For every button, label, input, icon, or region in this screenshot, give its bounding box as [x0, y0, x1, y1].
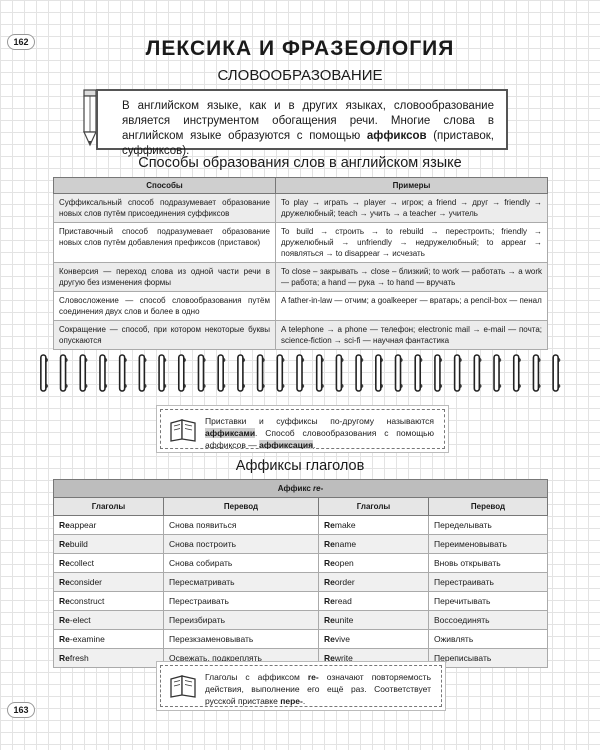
method-cell: Конверсия — переход слова из одной части речи в другую без изменения формы	[54, 263, 276, 292]
verb-cell	[319, 554, 429, 573]
table-row	[54, 516, 548, 535]
example-cell: A telephone → a phone — телефон; electronic mail → e-mail — почта; science-fiction → sci-fi — научная фантастика	[276, 321, 548, 350]
translation-cell: Переделывать	[429, 516, 548, 535]
translation-cell: Перестраивать	[429, 573, 548, 592]
spiral-ring	[179, 355, 186, 391]
spiral-ring	[376, 355, 383, 391]
verb-stem: vive	[334, 634, 350, 644]
spiral-ring	[317, 355, 324, 391]
section-title-verb-affixes: Аффиксы глаголов	[235, 458, 365, 474]
verb-cell	[319, 611, 429, 630]
verb-stem: read	[334, 596, 352, 606]
note1-highlight-affixation: аффиксация	[259, 440, 314, 450]
page-number-bottom: 163	[7, 702, 35, 718]
verb-cell	[54, 573, 164, 592]
note2-bold-pere: пере-	[280, 696, 303, 706]
translation-cell: Перестраивать	[164, 592, 319, 611]
verb-stem: write	[334, 653, 353, 663]
verb-cell	[319, 535, 429, 554]
verb-cell	[54, 554, 164, 573]
verb-cell	[54, 592, 164, 611]
book-icon	[169, 673, 197, 699]
spiral-ring	[336, 355, 343, 391]
verb-cell	[54, 649, 164, 668]
spiral-ring	[41, 355, 48, 391]
translation-cell: Освежать, подкреплять	[164, 649, 319, 668]
affix-label: Аффикс	[277, 484, 314, 493]
verb-prefix: Re	[324, 615, 335, 625]
table-row	[54, 630, 548, 649]
spiral-ring	[494, 355, 501, 391]
verb-prefix: Re	[59, 596, 70, 606]
book-icon	[169, 417, 197, 443]
page-number-top: 162	[7, 34, 35, 50]
translation-cell: Переписывать	[429, 649, 548, 668]
spiral-binding	[34, 352, 566, 394]
page-title: ЛЕКСИКА И ФРАЗЕОЛОГИЯ	[145, 37, 455, 60]
verb-stem: appear	[69, 520, 97, 530]
spiral-ring	[533, 355, 540, 391]
spiral-ring	[120, 355, 127, 391]
col-header-examples: Примеры	[276, 178, 548, 194]
spiral-ring	[238, 355, 245, 391]
example-cell: To close – закрывать → close – близкий; to work — работать → a work — работа; a hand — рука → to hand — вручать	[276, 263, 548, 292]
spiral-ring	[277, 355, 284, 391]
spiral-ring	[297, 355, 304, 391]
translation-cell: Пересматривать	[164, 573, 319, 592]
spiral-ring	[553, 355, 560, 391]
verb-stem: -examine	[69, 634, 105, 644]
note1-text-c: .	[313, 440, 316, 450]
verb-stem: make	[334, 520, 356, 530]
table-row	[54, 292, 548, 321]
note2-text-c: .	[302, 696, 306, 706]
methods-table	[53, 177, 548, 350]
verb-prefix: Re	[59, 634, 70, 644]
verb-cell	[319, 573, 429, 592]
method-cell: Словосложение — способ словообразования путём соединения двух слов и более в одно	[54, 292, 276, 321]
note1-text-b: . Способ словообразования с помощью аффиксов —	[205, 428, 434, 450]
verb-stem: fresh	[69, 653, 89, 663]
spiral-ring	[218, 355, 225, 391]
verb-prefix: Re	[324, 596, 335, 606]
method-cell: Суффиксальный способ подразумевает образование новых слов путём присоединения суффиксов	[54, 194, 276, 223]
spiral-ring	[100, 355, 107, 391]
spiral-ring	[80, 355, 87, 391]
verb-prefix: Re	[59, 520, 70, 530]
table-row	[54, 263, 548, 292]
spiral-ring	[159, 355, 166, 391]
translation-cell: Снова собирать	[164, 554, 319, 573]
spiral-ring	[514, 355, 521, 391]
translation-cell: Оживлять	[429, 630, 548, 649]
example-cell: To play → играть → player → игрок; a friend → друг → friendly → дружелюбный; teach → учить → a teacher → учитель	[276, 194, 548, 223]
verb-prefix: Re	[324, 634, 335, 644]
verb-stem: name	[334, 539, 357, 549]
spiral-ring	[474, 355, 481, 391]
verb-stem: collect	[69, 558, 94, 568]
col-header-translation: Перевод	[429, 498, 548, 516]
col-header-methods: Способы	[54, 178, 276, 194]
translation-cell: Перечитывать	[429, 592, 548, 611]
spiral-ring	[435, 355, 442, 391]
table-row	[54, 223, 548, 263]
col-header-translation: Перевод	[164, 498, 319, 516]
translation-cell: Снова построить	[164, 535, 319, 554]
translation-cell: Перезкзаменовывать	[164, 630, 319, 649]
table-row	[54, 573, 548, 592]
verb-cell	[54, 611, 164, 630]
verb-prefix: Re	[324, 577, 335, 587]
verb-cell	[54, 630, 164, 649]
col-header-verbs: Глаголы	[319, 498, 429, 516]
verb-stem: build	[69, 539, 88, 549]
table-row	[54, 535, 548, 554]
verb-affix-table	[53, 479, 548, 668]
translation-cell: Воссоединять	[429, 611, 548, 630]
verb-cell	[319, 592, 429, 611]
translation-cell: Снова появиться	[164, 516, 319, 535]
translation-cell: Вновь открывать	[429, 554, 548, 573]
table-row	[54, 321, 548, 350]
table-row	[54, 611, 548, 630]
intro-text-a: В английском языке, как и в других языках, словообразование является инструментом обогащения речи. Многие слова в английском языке образуются с помощью	[122, 100, 494, 142]
verb-prefix: Re	[59, 653, 70, 663]
method-cell: Приставочный способ подразумевает образование новых слов путём добавления префиксов (приставок)	[54, 223, 276, 263]
verb-stem: construct	[69, 596, 105, 606]
spiral-ring	[198, 355, 205, 391]
verb-stem: order	[334, 577, 355, 587]
verb-stem: open	[334, 558, 354, 568]
table-row	[54, 554, 548, 573]
table-row	[54, 592, 548, 611]
verb-cell	[54, 535, 164, 554]
note1-highlight-affixes: аффиксами	[205, 428, 256, 438]
note2-bold-re: re-	[307, 672, 319, 682]
affix-header	[54, 480, 548, 498]
col-header-verbs: Глаголы	[54, 498, 164, 516]
verb-prefix: Re	[324, 558, 335, 568]
verb-cell	[54, 516, 164, 535]
verb-cell	[319, 516, 429, 535]
verb-stem: consider	[69, 577, 103, 587]
page-subtitle: СЛОВООБРАЗОВАНИЕ	[217, 67, 383, 84]
verb-stem: unite	[334, 615, 354, 625]
spiral-ring	[415, 355, 422, 391]
note-affixes	[160, 409, 445, 449]
intro-box	[96, 89, 508, 157]
example-cell: To build → строить → to rebuild → перестроить; friendly → дружелюбный → unfriendly → недружелюбный; to appear → появляться → to disappear → исчезать	[276, 223, 548, 263]
verb-stem: -elect	[69, 615, 91, 625]
spiral-ring	[356, 355, 363, 391]
table-row	[54, 194, 548, 223]
intro-text-bold: аффиксов	[366, 130, 427, 142]
verb-prefix: Re	[59, 577, 70, 587]
verb-prefix: Re	[59, 558, 70, 568]
note1-text-a: Приставки и суффиксы по-другому называются	[205, 416, 434, 426]
note2-text-a: Глаголы с аффиксом	[205, 672, 308, 682]
spiral-ring	[258, 355, 265, 391]
verb-prefix: Re	[59, 615, 70, 625]
spiral-ring	[139, 355, 146, 391]
verb-prefix: Re	[324, 520, 335, 530]
verb-prefix: Re	[324, 653, 335, 663]
verb-cell	[319, 630, 429, 649]
method-cell: Сокращение — способ, при котором некоторые буквы опускаются	[54, 321, 276, 350]
note2-text-b: означают повторяемость действия, выполнение его ещё раз. Соответствует русской приставке	[205, 672, 431, 706]
verb-prefix: Re	[59, 539, 70, 549]
intro-text-b: (приставок, суффиксов).	[122, 130, 494, 157]
spiral-ring	[396, 355, 403, 391]
note-re-affix	[160, 665, 442, 707]
example-cell: A father-in-law — отчим; a goalkeeper — вратарь; a pencil-box — пенал	[276, 292, 548, 321]
verb-prefix: Re	[324, 539, 335, 549]
spiral-ring	[61, 355, 68, 391]
spiral-ring	[455, 355, 462, 391]
translation-cell: Переизбирать	[164, 611, 319, 630]
section-title-methods: Способы образования слов в английском языке	[138, 155, 462, 171]
translation-cell: Переименовывать	[429, 535, 548, 554]
affix-value: re-	[313, 484, 324, 493]
